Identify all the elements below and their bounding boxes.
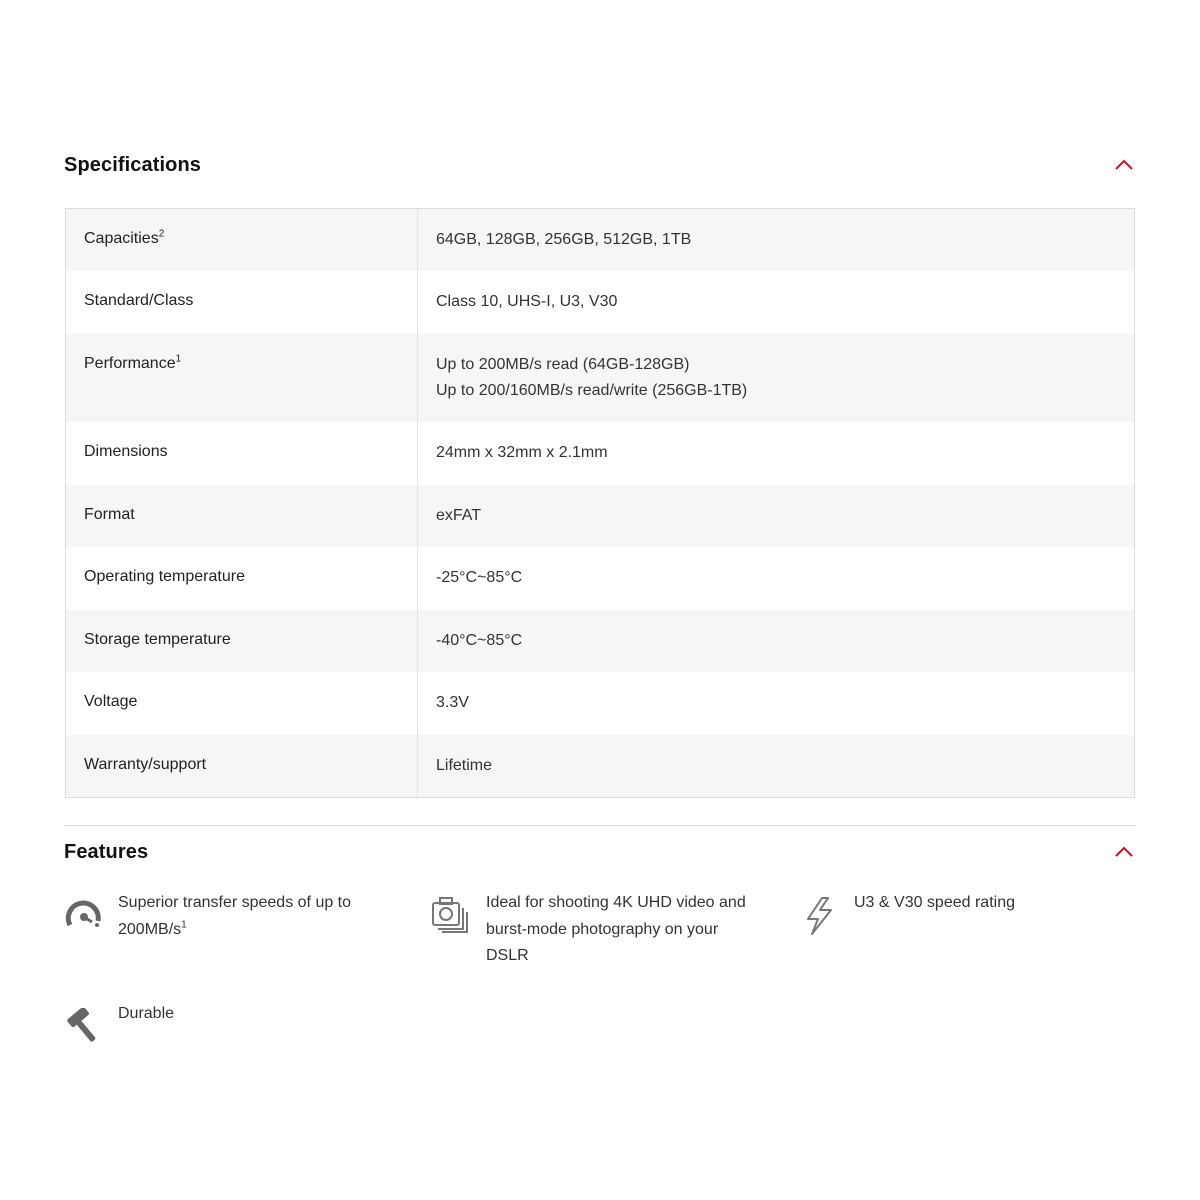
specifications-table bbox=[65, 208, 1135, 798]
speedometer-icon bbox=[64, 897, 102, 937]
features-title: Features bbox=[64, 840, 149, 863]
spec-value: -40°C~85°C bbox=[436, 632, 523, 649]
feature-item bbox=[432, 894, 792, 970]
feature-item bbox=[804, 894, 1134, 937]
spec-row-voltage bbox=[66, 672, 1134, 735]
spec-row-standard-class bbox=[66, 271, 1134, 334]
spec-label: Storage temperature bbox=[66, 610, 418, 672]
spec-value: Up to 200MB/s read (64GB-128GB) Up to 200/160MB/s read/write (256GB-1TB) bbox=[436, 356, 748, 399]
section-divider bbox=[64, 825, 1136, 826]
spec-row-storage-temperature bbox=[66, 610, 1134, 672]
footnote-marker: 2 bbox=[158, 228, 165, 240]
feature-text: Ideal for shooting 4K UHD video and burst-mode photography on your DSLR bbox=[486, 894, 746, 964]
footnote-marker: 1 bbox=[181, 919, 187, 931]
hammer-icon bbox=[64, 1008, 102, 1048]
camera-icon bbox=[432, 897, 470, 937]
spec-value: 64GB, 128GB, 256GB, 512GB, 1TB bbox=[436, 231, 692, 248]
spec-row-format bbox=[66, 485, 1134, 547]
chevron-up-icon[interactable] bbox=[1112, 840, 1136, 864]
lightning-bolt-icon bbox=[804, 897, 838, 937]
spec-row-warranty-support bbox=[66, 735, 1134, 797]
spec-value: exFAT bbox=[436, 507, 482, 524]
feature-text: Durable bbox=[118, 1005, 175, 1022]
feature-text: Superior transfer speeds of up to $200MB/s^1$ bbox=[118, 894, 352, 938]
feature-item bbox=[64, 894, 404, 943]
features-header[interactable] bbox=[64, 832, 1136, 872]
footnote-marker: 1 bbox=[175, 353, 182, 365]
spec-label: Standard/Class bbox=[66, 271, 418, 334]
spec-label: Capacities$^2$ bbox=[66, 209, 418, 271]
spec-row-operating-temperature bbox=[66, 547, 1134, 610]
spec-row-capacities bbox=[66, 209, 1134, 271]
spec-label: Dimensions bbox=[66, 422, 418, 485]
spec-value: 24mm x 32mm x 2.1mm bbox=[436, 444, 608, 461]
spec-label: Operating temperature bbox=[66, 547, 418, 610]
spec-label: Voltage bbox=[66, 672, 418, 735]
feature-text: U3 & V30 speed rating bbox=[854, 894, 1015, 911]
spec-value: 3.3V bbox=[436, 694, 469, 711]
spec-value: -25°C~85°C bbox=[436, 569, 523, 586]
specifications-header[interactable] bbox=[64, 145, 1136, 185]
spec-label: Format bbox=[66, 485, 418, 547]
spec-value: Class 10, UHS-I, U3, V30 bbox=[436, 293, 618, 310]
spec-label: Warranty/support bbox=[66, 735, 418, 797]
chevron-up-icon[interactable] bbox=[1112, 153, 1136, 177]
feature-item bbox=[64, 1005, 404, 1048]
spec-row-performance bbox=[66, 334, 1134, 422]
spec-row-dimensions bbox=[66, 422, 1134, 485]
spec-value: Lifetime bbox=[436, 757, 493, 774]
spec-label: Performance$^1$ bbox=[66, 334, 418, 422]
specifications-title: Specifications bbox=[64, 153, 201, 176]
